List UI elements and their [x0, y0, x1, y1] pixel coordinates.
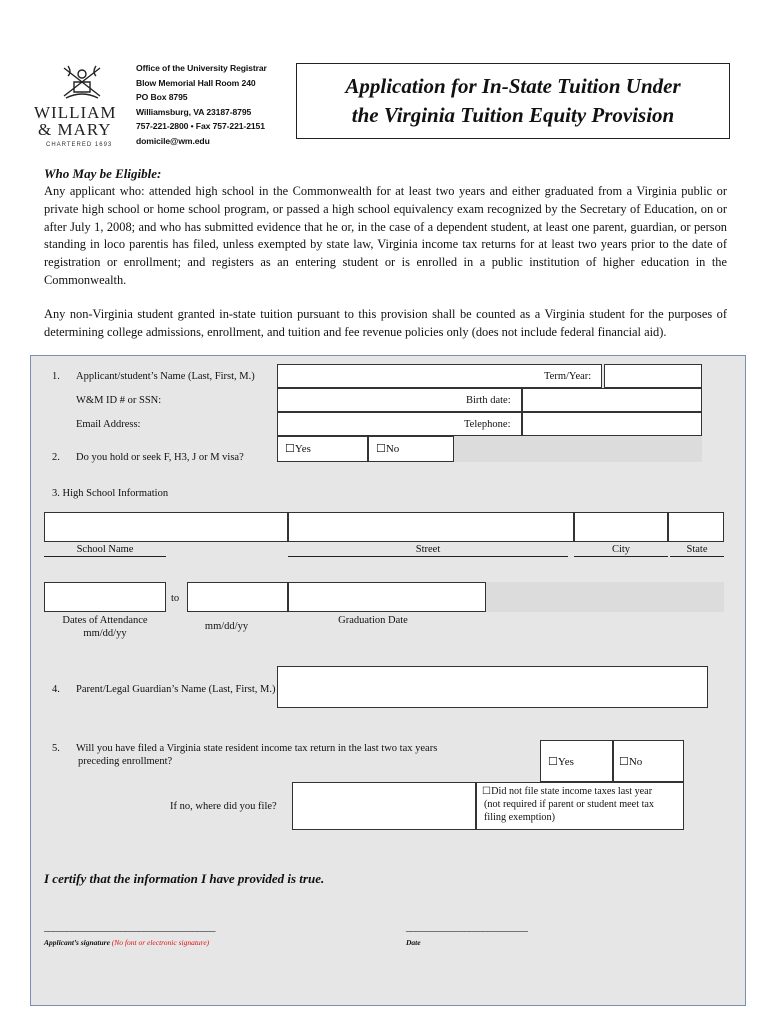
contact-pobox: PO Box 8795: [136, 92, 188, 103]
birth-date-input[interactable]: [522, 388, 702, 412]
school-name-label: School Name: [44, 543, 166, 557]
crest-icon: [60, 64, 104, 100]
did-not-file-note-2: filing exemption): [484, 812, 556, 823]
city-input[interactable]: [574, 512, 668, 542]
dates-end-format: mm/dd/yy: [204, 621, 249, 632]
state-label: State: [670, 543, 724, 557]
id-label: W&M ID # or SSN:: [76, 395, 162, 406]
guardian-label: Parent/Legal Guardian’s Name (Last, First, M.): [76, 684, 276, 695]
contact-office: Office of the University Registrar: [136, 63, 267, 73]
attendance-start-input[interactable]: [44, 582, 166, 612]
tax-no-checkbox[interactable]: ☐No: [619, 756, 643, 768]
eligibility-paragraph-2: Any non-Virginia student granted in-state tuition pursuant to this provision shall be counted as a Virginia student for the purposes of determining college admissions, enrollment, and tuition and fee revenue policies only (does not include federal financial aid).: [44, 307, 727, 339]
logo-chartered: CHARTERED 1693: [46, 142, 113, 148]
name-input[interactable]: [277, 364, 530, 388]
signature-label-row: [44, 938, 209, 947]
university-logo: [34, 64, 130, 154]
contact-city: Williamsburg, VA 23187-8795: [136, 106, 252, 117]
email-label: Email Address:: [76, 419, 141, 430]
signature-line[interactable]: ______________________________________: [44, 922, 215, 933]
page-title: [296, 63, 730, 139]
visa-label: Do you hold or seek F, H3, J or M visa?: [76, 452, 244, 463]
birth-date-label: Birth date:: [466, 395, 511, 406]
date-label: Date: [406, 938, 421, 947]
q2-number: 2.: [52, 452, 60, 463]
dates-attendance-label: [44, 614, 166, 640]
tax-return-text-1: Will you have filed a Virginia state resident income tax return in the last two tax years: [76, 743, 438, 754]
term-label: Term/Year:: [544, 371, 592, 382]
logo-william: WILLIAM: [34, 103, 117, 122]
visa-shaded-cell: [454, 436, 702, 462]
eligibility-heading: Who May be Eligible:: [44, 166, 162, 181]
visa-yes-checkbox[interactable]: ☐Yes: [285, 443, 311, 455]
signature-note: (No font or electronic signature): [111, 938, 210, 947]
school-name-input[interactable]: [44, 512, 288, 542]
contact-phone: 757-221-2800 • Fax 757-221-2151: [136, 121, 265, 132]
contact-email[interactable]: domicile@wm.edu: [136, 135, 210, 146]
contact-address: Blow Memorial Hall Room 240: [136, 77, 256, 88]
did-not-file-note-1: (not required if parent or student meet tax: [484, 799, 655, 810]
q4-number: 4.: [52, 684, 60, 695]
attendance-end-input[interactable]: [187, 582, 288, 612]
tax-return-label: [76, 742, 496, 768]
term-input[interactable]: [604, 364, 702, 388]
q1-number: 1.: [52, 371, 60, 382]
street-label: Street: [288, 543, 568, 557]
q5-number: 5.: [52, 743, 60, 754]
certify-statement: I certify that the information I have provided is true.: [44, 871, 325, 886]
dates-attendance-text: Dates of Attendance: [62, 615, 148, 626]
to-label: to: [171, 593, 180, 604]
name-label: Applicant/student’s Name (Last, First, M.): [76, 371, 255, 382]
contact-block: [136, 61, 286, 149]
dates-start-format: mm/dd/yy: [83, 628, 127, 639]
city-label: City: [574, 543, 668, 557]
tax-return-text-2: preceding enrollment?: [78, 756, 173, 767]
eligibility-paragraph-1: Any applicant who: attended high school in the Commonwealth for at least two years and either graduated from a Virginia public or private high school or home school program, or passed a high school equivalency exam recognized by the Secretary of Education, on or after July 1, 2008; and who has submitted evidence that he or, in the case of a dependent student, at least one parent, guardian, or person standing in loco parentis has filed, unless exempted by state law, Virginia income tax returns for at least two years prior to the date of registration or enrollment; and registers as an entering student or is enrolled in a public institution of higher education in the Commonwealth.: [44, 184, 727, 287]
title-line-1: Application for In-State Tuition Under: [345, 74, 681, 98]
graduation-date-input[interactable]: [288, 582, 486, 612]
date-line[interactable]: ___________________________: [406, 922, 528, 933]
visa-no-checkbox[interactable]: ☐No: [376, 443, 400, 455]
signature-label: Applicant’s signature: [44, 938, 110, 947]
street-input[interactable]: [288, 512, 574, 542]
high-school-heading: 3. High School Information: [52, 488, 169, 499]
filed-where-label: If no, where did you file?: [170, 801, 277, 812]
did-not-file-option[interactable]: [482, 785, 682, 824]
did-not-file-checkbox[interactable]: ☐Did not file state income taxes last year: [482, 786, 653, 797]
state-input[interactable]: [668, 512, 724, 542]
graduation-date-label: Graduation Date: [338, 615, 408, 626]
dates-shaded-cell: [486, 582, 724, 612]
telephone-label: Telephone:: [464, 419, 511, 430]
logo-mary: & MARY: [38, 120, 112, 139]
guardian-name-input[interactable]: [277, 666, 708, 708]
telephone-input[interactable]: [522, 412, 702, 436]
filed-where-input[interactable]: [292, 782, 476, 830]
tax-yes-checkbox[interactable]: ☐Yes: [548, 756, 574, 768]
title-line-2: the Virginia Tuition Equity Provision: [351, 103, 675, 127]
